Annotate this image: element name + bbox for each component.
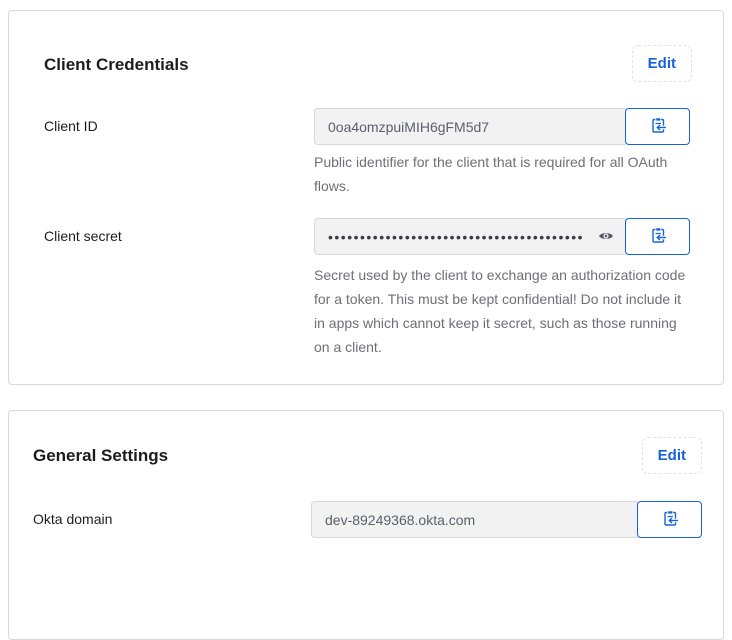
- client-id-row: [9, 108, 723, 198]
- okta-domain-value: dev-89249368.okta.com: [325, 511, 476, 528]
- okta-domain-value-field[interactable]: [311, 501, 640, 538]
- client-secret-value-field[interactable]: [314, 218, 628, 255]
- client-id-control: [314, 108, 690, 198]
- eye-icon: [598, 229, 614, 245]
- client-secret-control: [314, 218, 690, 359]
- client-secret-row: [9, 218, 723, 359]
- client-credentials-title: Client Credentials: [44, 55, 189, 74]
- client-id-value: 0oa4omzpuiMIH6gFM5d7: [328, 118, 490, 135]
- clipboard-copy-icon: [649, 116, 667, 137]
- copy-client-id-button[interactable]: [625, 108, 690, 145]
- general-settings-card: [8, 410, 724, 640]
- clipboard-copy-icon: [661, 509, 679, 530]
- client-credentials-header: [9, 11, 723, 82]
- client-id-help-text: Public identifier for the client that is required for all OAuth flows.: [314, 154, 668, 194]
- copy-client-secret-button[interactable]: [625, 218, 690, 255]
- clipboard-copy-icon: [649, 226, 667, 247]
- client-secret-help-text: Secret used by the client to exchange an authorization code for a token. This must be kept confidential! Do not include it in apps which cannot keep it secret, such as those running on a client.: [314, 267, 686, 355]
- toggle-secret-visibility-button[interactable]: [592, 229, 614, 245]
- okta-domain-row: [9, 501, 723, 538]
- client-credentials-card: [8, 10, 724, 385]
- edit-general-settings-button[interactable]: Edit: [642, 437, 702, 474]
- general-settings-title: General Settings: [33, 446, 169, 465]
- client-id-label: Client ID: [44, 118, 98, 134]
- general-settings-header: [9, 411, 723, 474]
- client-id-value-field[interactable]: [314, 108, 628, 145]
- masked-secret-value: ••••••••••••••••••••••••••••••••••••••••: [328, 228, 585, 245]
- okta-domain-label: Okta domain: [33, 511, 113, 527]
- client-secret-label: Client secret: [44, 228, 122, 244]
- edit-client-credentials-button[interactable]: Edit: [632, 45, 692, 82]
- okta-domain-control: [311, 501, 702, 538]
- copy-okta-domain-button[interactable]: [637, 501, 702, 538]
